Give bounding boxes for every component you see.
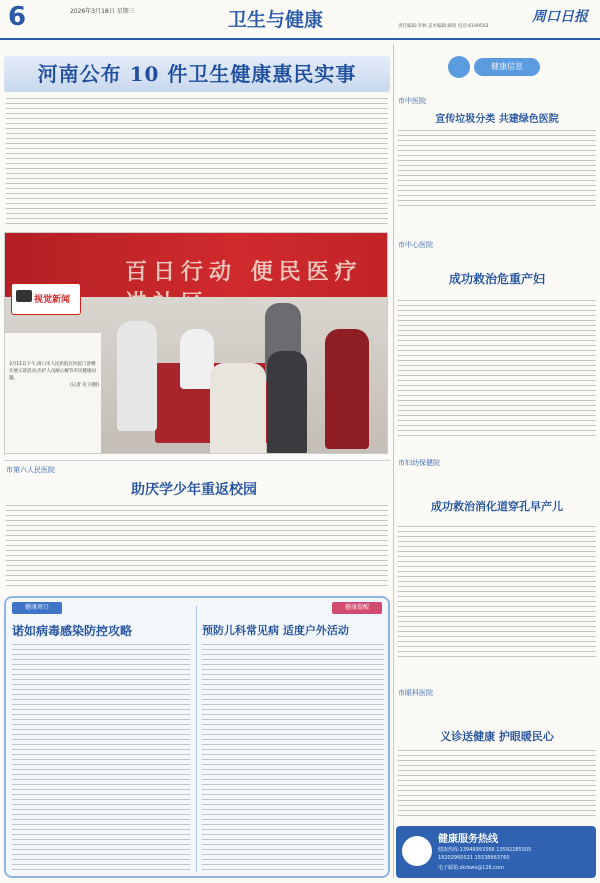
health-hotline-box: 健康服务热线 健康热线:13949993366 13592285505 18202960521 15538663760 电子邮箱:zkrbws@126.com [396,826,596,878]
news-photo [4,232,388,454]
sidebar-title-1: 宣传垃圾分类 共建绿色医院 [435,114,559,125]
photo-caption: 3月11日下午,周口市人民医院在医院门诊楼开展义诊活动,医护人员耐心解答市民健康问题。 (记者 史 闪摄) [9,362,99,388]
sidebar-source-2: 市中心医院 [398,241,433,249]
article-source: 市第六人民医院 [6,466,55,474]
newspaper-logo: 周口日报 [532,9,588,25]
sidebar-source-3: 市妇幼保健院 [398,459,440,467]
visual-news-label: 视觉新闻 [11,283,81,315]
sidebar-source-4: 市眼科医院 [398,689,433,697]
hotline-title: 健康服务热线 [438,834,498,845]
editors-line: 责任编辑:李林 美术编辑:路瑶 电话:6199503 [398,24,489,29]
health-info-badge: 健康信息 [448,52,568,82]
page-number: 6 [8,2,27,32]
article-title: 助厌学少年重返校园 [131,482,257,498]
heart-icon [448,56,470,78]
column-name: 卫生与健康 [228,9,324,31]
page-header [0,0,600,40]
sidebar-title-4: 义诊送健康 护眼暖民心 [440,730,554,743]
health-tips-frame [4,596,390,878]
sidebar-source-1: 市中医院 [398,97,426,105]
camera-icon [16,290,32,302]
sidebar-title-3: 成功救治消化道穿孔早产儿 [431,500,563,513]
article-sixth-hospital [4,460,390,590]
issue-date: 2026年3月18日 星期三 [70,8,135,15]
sidebar-title-2: 成功救治危重产妇 [448,272,545,286]
lead-body-text [6,98,388,226]
left-title: 诺如病毒感染防控攻略 [12,624,133,638]
banner-text: 百日行动 便民医疗 [125,259,363,285]
phone-icon [402,836,432,866]
right-tag: 健康提醒 [332,602,382,614]
right-title: 预防儿科常见病 适度户外活动 [202,624,349,637]
lead-headline-banner [4,56,390,92]
lead-headline: 河南公布 10 件卫生健康惠民实事 [37,62,357,86]
left-tag: 健康周口 [12,602,62,614]
